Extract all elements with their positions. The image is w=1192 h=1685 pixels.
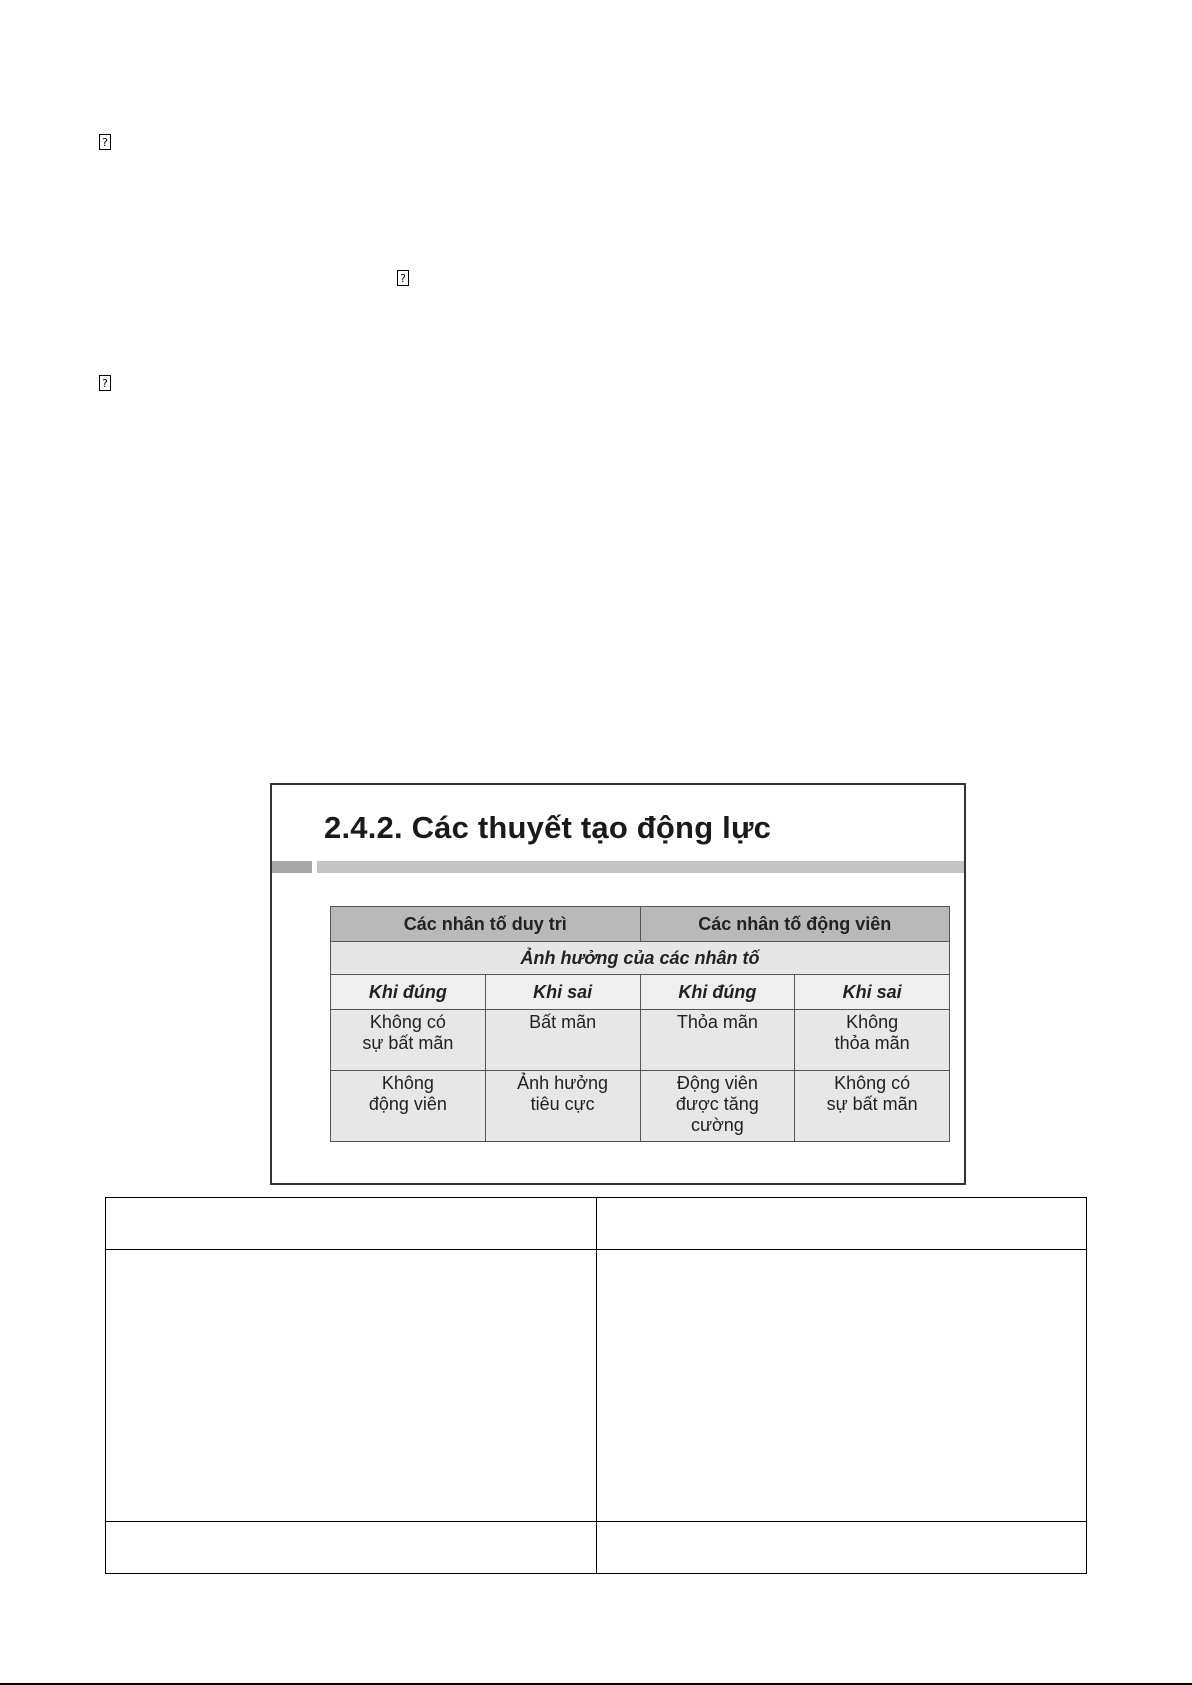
missing-glyph-icon: ? (99, 134, 111, 150)
table-cell (596, 1522, 1087, 1574)
group-header: Các nhân tố động viên (640, 907, 950, 942)
sub-header: Khi sai (485, 975, 640, 1010)
factors-table (330, 906, 950, 1142)
table-cell: Không có sự bất mãn (795, 1071, 950, 1142)
slide-rule-bar (317, 861, 964, 873)
empty-table (105, 1197, 1087, 1574)
table-cell (106, 1250, 597, 1522)
table-cell (106, 1522, 597, 1574)
slide-image (270, 783, 966, 1185)
table-cell (106, 1198, 597, 1250)
span-header: Ảnh hưởng của các nhân tố (331, 942, 950, 975)
table-cell: Không thỏa mãn (795, 1010, 950, 1071)
sub-header: Khi đúng (640, 975, 795, 1010)
table-cell: Động viên được tăng cường (640, 1071, 795, 1142)
table-row (331, 1010, 950, 1071)
sub-header: Khi đúng (331, 975, 486, 1010)
table-row (331, 1071, 950, 1142)
table-cell: Thỏa mãn (640, 1010, 795, 1071)
table-row (106, 1198, 1087, 1250)
missing-glyph-icon: ? (397, 270, 409, 286)
table-cell: Bất mãn (485, 1010, 640, 1071)
table-row (106, 1522, 1087, 1574)
sub-header: Khi sai (795, 975, 950, 1010)
table-cell: Ảnh hưởng tiêu cực (485, 1071, 640, 1142)
group-header: Các nhân tố duy trì (331, 907, 641, 942)
table-cell: Không có sự bất mãn (331, 1010, 486, 1071)
missing-glyph-icon: ? (99, 375, 111, 391)
slide-accent-bar (272, 861, 312, 873)
slide-title: 2.4.2. Các thuyết tạo động lực (324, 810, 772, 845)
table-cell (596, 1198, 1087, 1250)
table-cell: Không động viên (331, 1071, 486, 1142)
table-row (106, 1250, 1087, 1522)
table-cell (596, 1250, 1087, 1522)
